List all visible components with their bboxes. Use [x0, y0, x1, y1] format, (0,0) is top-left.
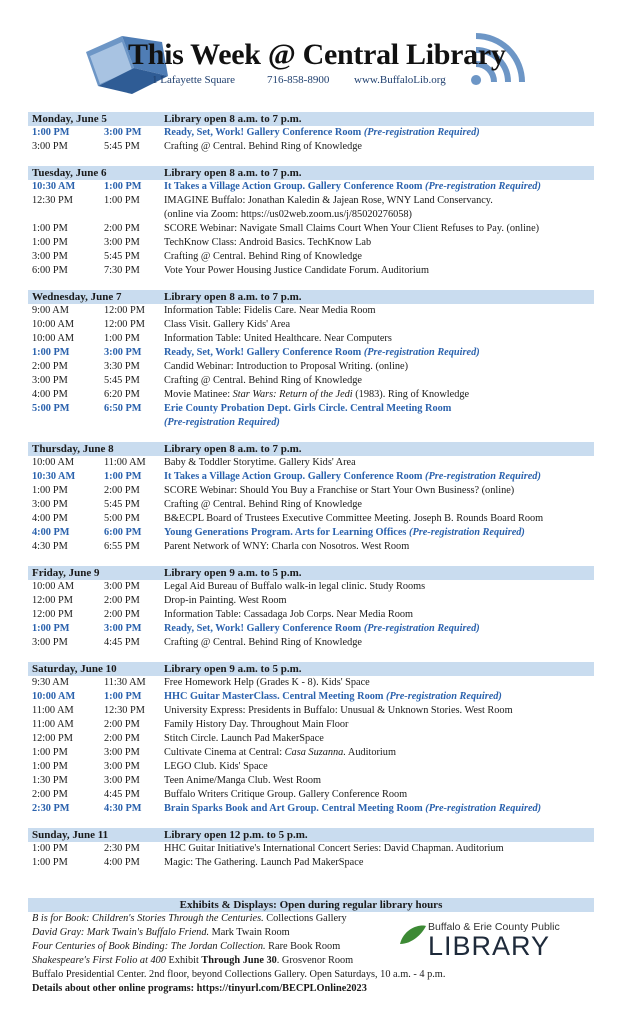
event-end-time: 2:00 PM: [104, 719, 140, 730]
event-description: [164, 140, 604, 154]
event-end-time: 6:55 PM: [104, 541, 140, 552]
day-section: [0, 566, 622, 650]
event-detail: (online via Zoom: https://us02web.zoom.us/j/85020276058): [164, 209, 412, 220]
day-hours: Library open 9 a.m. to 5 p.m.: [164, 663, 302, 675]
exhibit-location: Buffalo Presidential Center. 2nd floor, beyond Collections Gallery. Open Saturdays, 10 a.m. - 4 p.m.: [32, 969, 446, 980]
event-end-time: 2:00 PM: [104, 733, 140, 744]
event-description: [164, 608, 604, 622]
event-end-time: 3:00 PM: [104, 775, 140, 786]
event-start-time: 1:00 PM: [32, 347, 70, 358]
event-title: Ready, Set, Work! Gallery Conference Room: [164, 127, 364, 138]
event-title: It Takes a Village Action Group. Gallery Conference Room: [164, 181, 426, 192]
day-hours: Library open 8 a.m. to 7 p.m.: [164, 167, 302, 179]
event-start-time: 10:30 AM: [32, 181, 76, 192]
event-start-time: 1:00 PM: [32, 761, 68, 772]
event-title: Legal Aid Bureau of Buffalo walk-in legal clinic. Study Rooms: [164, 581, 426, 592]
event-title: Candid Webinar: Introduction to Proposal Writing. (online): [164, 361, 409, 372]
exhibit-date: Through June 30: [201, 955, 277, 966]
day-name: Tuesday, June 6: [32, 167, 107, 179]
day-section: [0, 112, 622, 154]
event-end-time: 3:00 PM: [104, 347, 142, 358]
event-description: [164, 622, 604, 636]
event-end-time: 2:00 PM: [104, 223, 140, 234]
event-start-time: 1:00 PM: [32, 237, 68, 248]
event-end-time: 3:00 PM: [104, 623, 142, 634]
event-title: Buffalo Writers Critique Group. Gallery Conference Room: [164, 789, 408, 800]
event-description: [164, 402, 604, 430]
event-title: Crafting @ Central. Behind Ring of Knowledge: [164, 499, 362, 510]
event-start-time: 1:00 PM: [32, 747, 68, 758]
exhibit-title: B is for Book: Children's Stories Through the Centuries.: [32, 913, 264, 924]
event-title: Information Table: United Healthcare. Near Computers: [164, 333, 392, 344]
event-title: HHC Guitar MasterClass. Central Meeting Room: [164, 691, 387, 702]
event-title: Information Table: Cassadaga Job Corps. Near Media Room: [164, 609, 414, 620]
day-header: [28, 566, 594, 580]
event-row: [0, 140, 622, 154]
registration-note: (Pre-registration Required): [425, 471, 541, 482]
event-end-time: 3:00 PM: [104, 237, 140, 248]
event-end-time: 12:00 PM: [104, 305, 145, 316]
day-hours: Library open 12 p.m. to 5 p.m.: [164, 829, 308, 841]
event-end-time: 6:50 PM: [104, 403, 142, 414]
event-row: [0, 718, 622, 732]
event-row: [0, 774, 622, 788]
event-row: [0, 690, 622, 704]
event-start-time: 5:00 PM: [32, 403, 70, 414]
event-description: [164, 774, 604, 788]
registration-note: (Pre-registration Required): [363, 127, 480, 138]
event-row: [0, 264, 622, 278]
event-title: Young Generations Program. Arts for Learning Offices: [164, 527, 410, 538]
event-start-time: 9:30 AM: [32, 677, 69, 688]
event-row: [0, 746, 622, 760]
day-header: [28, 442, 594, 456]
event-title: Crafting @ Central. Behind Ring of Knowledge: [164, 375, 362, 386]
event-start-time: 4:00 PM: [32, 527, 70, 538]
event-end-time: 3:00 PM: [104, 747, 140, 758]
event-title: Magic: The Gathering. Launch Pad MakerSpace: [164, 857, 364, 868]
event-row: [0, 512, 622, 526]
event-start-time: 10:00 AM: [32, 691, 76, 702]
day-name: Monday, June 5: [32, 113, 107, 125]
event-end-time: 5:45 PM: [104, 499, 140, 510]
event-title: Teen Anime/Manga Club. West Room: [164, 775, 321, 786]
registration-note: (Pre-registration Required): [386, 691, 502, 702]
event-start-time: 3:00 PM: [32, 141, 68, 152]
event-location: (1983). Ring of Knowledge: [352, 389, 470, 400]
event-end-time: 5:00 PM: [104, 513, 140, 524]
event-title: Stitch Circle. Launch Pad MakerSpace: [164, 733, 324, 744]
registration-note: (Pre-registration Required): [164, 417, 280, 428]
event-title: IMAGINE Buffalo: Jonathan Kaledin & Jajean Rose, WNY Land Conservancy.: [164, 195, 493, 206]
event-description: [164, 484, 604, 498]
leaf-logo-icon: [398, 922, 428, 952]
event-end-time: 3:00 PM: [104, 761, 140, 772]
event-title: Vote Your Power Housing Justice Candidate Forum. Auditorium: [164, 265, 429, 276]
event-start-time: 11:00 AM: [32, 705, 74, 716]
event-end-time: 1:00 PM: [104, 333, 140, 344]
registration-note: (Pre-registration Required): [425, 181, 541, 192]
event-row: [0, 456, 622, 470]
event-start-time: 12:00 PM: [32, 595, 73, 606]
event-row: [0, 402, 622, 430]
event-end-time: 4:30 PM: [104, 803, 142, 814]
event-description: [164, 318, 604, 332]
event-description: [164, 704, 604, 718]
exhibit-location: Exhibit: [165, 955, 202, 966]
event-start-time: 10:30 AM: [32, 471, 76, 482]
exhibit-item: [32, 968, 622, 982]
event-title: Drop-in Painting. West Room: [164, 595, 287, 606]
event-end-time: 4:45 PM: [104, 789, 140, 800]
event-description: [164, 180, 604, 194]
event-description: [164, 526, 604, 540]
event-end-time: 2:00 PM: [104, 609, 140, 620]
event-row: [0, 594, 622, 608]
event-start-time: 12:00 PM: [32, 609, 73, 620]
event-row: [0, 802, 622, 816]
event-row: [0, 304, 622, 318]
day-name: Saturday, June 10: [32, 663, 117, 675]
event-description: [164, 676, 604, 690]
event-title: Crafting @ Central. Behind Ring of Knowledge: [164, 637, 362, 648]
event-start-time: 2:00 PM: [32, 789, 68, 800]
event-end-time: 4:45 PM: [104, 637, 140, 648]
event-end-time: 11:30 AM: [104, 677, 146, 688]
event-row: [0, 374, 622, 388]
schedule: [0, 112, 622, 882]
event-row: [0, 470, 622, 484]
event-title: University Express: Presidents in Buffalo: Unusual & Unknown Stories. West Room: [164, 705, 513, 716]
day-hours: Library open 8 a.m. to 7 p.m.: [164, 113, 302, 125]
event-row: [0, 194, 622, 222]
day-name: Thursday, June 8: [32, 443, 114, 455]
event-start-time: 3:00 PM: [32, 637, 68, 648]
event-row: [0, 732, 622, 746]
event-end-time: 1:00 PM: [104, 181, 142, 192]
event-title: B&ECPL Board of Trustees Executive Committee Meeting. Joseph B. Rounds Board Room: [164, 513, 544, 524]
event-description: [164, 332, 604, 346]
event-description: [164, 718, 604, 732]
day-header: [28, 290, 594, 304]
event-title: TechKnow Class: Android Basics. TechKnow Lab: [164, 237, 372, 248]
event-end-time: 1:00 PM: [104, 471, 142, 482]
event-description: [164, 360, 604, 374]
day-section: [0, 662, 622, 816]
event-description: [164, 802, 604, 816]
event-end-time: 3:30 PM: [104, 361, 140, 372]
event-title: Free Homework Help (Grades K - 8). Kids' Space: [164, 677, 370, 688]
address: 1 Lafayette Square: [152, 74, 236, 86]
day-hours: Library open 9 a.m. to 5 p.m.: [164, 567, 302, 579]
registration-note: (Pre-registration Required): [363, 347, 480, 358]
event-description: [164, 594, 604, 608]
event-row: [0, 526, 622, 540]
event-description: [164, 346, 604, 360]
event-start-time: 2:30 PM: [32, 803, 70, 814]
event-description: [164, 388, 604, 402]
header: [0, 0, 622, 100]
event-description: [164, 126, 604, 140]
day-name: Wednesday, June 7: [32, 291, 122, 303]
event-description: [164, 856, 604, 870]
event-description: [164, 374, 604, 388]
day-section: [0, 828, 622, 870]
day-hours: Library open 8 a.m. to 7 p.m.: [164, 443, 302, 455]
event-end-time: 2:00 PM: [104, 485, 140, 496]
event-start-time: 3:00 PM: [32, 251, 68, 262]
event-description: [164, 842, 604, 856]
website-link[interactable]: www.BuffaloLib.org: [354, 74, 446, 86]
event-description: [164, 250, 604, 264]
event-start-time: 1:30 PM: [32, 775, 68, 786]
day-section: [0, 442, 622, 554]
event-row: [0, 636, 622, 650]
event-end-time: 5:45 PM: [104, 141, 140, 152]
event-title: Crafting @ Central. Behind Ring of Knowledge: [164, 141, 362, 152]
event-row: [0, 676, 622, 690]
event-title-italic: Casa Suzanna.: [284, 747, 346, 758]
day-section: [0, 166, 622, 278]
event-description: [164, 540, 604, 554]
event-description: [164, 498, 604, 512]
event-end-time: 3:00 PM: [104, 127, 142, 138]
event-title: Family History Day. Throughout Main Floor: [164, 719, 349, 730]
event-description: [164, 760, 604, 774]
event-start-time: 10:00 AM: [32, 319, 75, 330]
online-programs-details[interactable]: Details about other online programs: https://tinyurl.com/BECPLOnline2023: [32, 983, 367, 994]
event-description: [164, 580, 604, 594]
event-row: [0, 540, 622, 554]
registration-note: (Pre-registration Required): [425, 803, 542, 814]
event-start-time: 10:00 AM: [32, 581, 75, 592]
event-row: [0, 126, 622, 140]
event-start-time: 12:00 PM: [32, 733, 73, 744]
event-row: [0, 580, 622, 594]
event-description: [164, 732, 604, 746]
exhibit-location: Mark Twain Room: [209, 927, 290, 938]
event-title: HHC Guitar Initiative's International Concert Series: David Chapman. Auditorium: [164, 843, 504, 854]
event-row: [0, 608, 622, 622]
event-row: [0, 704, 622, 718]
event-row: [0, 222, 622, 236]
event-row: [0, 318, 622, 332]
event-start-time: 1:00 PM: [32, 857, 68, 868]
event-row: [0, 180, 622, 194]
event-description: [164, 264, 604, 278]
event-row: [0, 842, 622, 856]
event-description: [164, 690, 604, 704]
event-start-time: 6:00 PM: [32, 265, 68, 276]
event-title: Ready, Set, Work! Gallery Conference Room: [164, 623, 364, 634]
event-description: [164, 470, 604, 484]
event-start-time: 3:00 PM: [32, 499, 68, 510]
day-hours: Library open 8 a.m. to 7 p.m.: [164, 291, 302, 303]
event-end-time: 5:45 PM: [104, 375, 140, 386]
event-description: [164, 636, 604, 650]
event-description: [164, 194, 604, 222]
event-end-time: 12:30 PM: [104, 705, 145, 716]
event-description: [164, 788, 604, 802]
event-title: Movie Matinee:: [164, 389, 233, 400]
event-title: Baby & Toddler Storytime. Gallery Kids' Area: [164, 457, 356, 468]
day-name: Friday, June 9: [32, 567, 100, 579]
day-header: [28, 112, 594, 126]
event-title: Ready, Set, Work! Gallery Conference Room: [164, 347, 364, 358]
event-description: [164, 236, 604, 250]
event-row: [0, 498, 622, 512]
event-title: Cultivate Cinema at Central:: [164, 747, 285, 758]
day-section: [0, 290, 622, 430]
event-description: [164, 222, 604, 236]
event-start-time: 4:00 PM: [32, 513, 68, 524]
day-header: [28, 662, 594, 676]
event-start-time: 2:00 PM: [32, 361, 68, 372]
event-row: [0, 250, 622, 264]
event-end-time: 11:00 AM: [104, 457, 146, 468]
event-end-time: 6:00 PM: [104, 527, 142, 538]
event-end-time: 4:00 PM: [104, 857, 140, 868]
event-title: LEGO Club. Kids' Space: [164, 761, 268, 772]
event-row: [0, 856, 622, 870]
event-description: [164, 512, 604, 526]
event-title: Crafting @ Central. Behind Ring of Knowledge: [164, 251, 362, 262]
event-row: [0, 332, 622, 346]
page-title: This Week @ Central Library: [128, 38, 506, 71]
event-end-time: 5:45 PM: [104, 251, 140, 262]
registration-note: (Pre-registration Required): [409, 527, 525, 538]
event-start-time: 12:30 PM: [32, 195, 73, 206]
day-name: Sunday, June 11: [32, 829, 109, 841]
day-header: [28, 828, 594, 842]
event-end-time: 2:30 PM: [104, 843, 140, 854]
event-start-time: 10:00 AM: [32, 457, 75, 468]
event-row: [0, 760, 622, 774]
event-row: [0, 788, 622, 802]
exhibit-location: Collections Gallery: [263, 913, 347, 924]
event-start-time: 1:00 PM: [32, 843, 68, 854]
exhibit-title: Four Centuries of Book Binding: The Jordan Collection.: [32, 941, 266, 952]
event-end-time: 2:00 PM: [104, 595, 140, 606]
event-end-time: 7:30 PM: [104, 265, 140, 276]
logo-wordmark: LIBRARY: [428, 931, 551, 961]
event-description: [164, 456, 604, 470]
event-location: Auditorium: [345, 747, 396, 758]
event-start-time: 10:00 AM: [32, 333, 75, 344]
event-row: [0, 622, 622, 636]
phone-number: 716-858-8900: [267, 74, 330, 86]
event-start-time: 1:00 PM: [32, 127, 70, 138]
event-row: [0, 388, 622, 402]
event-end-time: 3:00 PM: [104, 581, 140, 592]
event-row: [0, 360, 622, 374]
event-start-time: 11:00 AM: [32, 719, 74, 730]
event-row: [0, 236, 622, 250]
event-description: [164, 746, 604, 760]
event-start-time: 1:00 PM: [32, 223, 68, 234]
event-title: Information Table: Fidelis Care. Near Media Room: [164, 305, 376, 316]
day-header: [28, 166, 594, 180]
event-title: Class Visit. Gallery Kids' Area: [164, 319, 291, 330]
event-description: [164, 304, 604, 318]
exhibit-title: Shakespeare's First Folio at 400: [32, 955, 166, 966]
event-title-italic: Star Wars: Return of the Jedi: [232, 389, 353, 400]
event-end-time: 12:00 PM: [104, 319, 145, 330]
event-title: Parent Network of WNY: Charla con Nosotros. West Room: [164, 541, 410, 552]
event-start-time: 3:00 PM: [32, 375, 68, 386]
event-title: Brain Sparks Book and Art Group. Central Meeting Room: [164, 803, 426, 814]
event-title: SCORE Webinar: Navigate Small Claims Court When Your Client Refuses to Pay. (online): [164, 223, 540, 234]
event-end-time: 1:00 PM: [104, 691, 142, 702]
event-start-time: 1:00 PM: [32, 485, 68, 496]
event-title: Erie County Probation Dept. Girls Circle. Central Meeting Room: [164, 403, 452, 414]
event-row: [0, 346, 622, 360]
registration-note: (Pre-registration Required): [363, 623, 480, 634]
event-title: SCORE Webinar: Should You Buy a Franchise or Start Your Own Business? (online): [164, 485, 515, 496]
exhibit-title: David Gray: Mark Twain's Buffalo Friend.: [32, 927, 210, 938]
event-end-time: 6:20 PM: [104, 389, 140, 400]
event-title: It Takes a Village Action Group. Gallery Conference Room: [164, 471, 426, 482]
event-end-time: 1:00 PM: [104, 195, 140, 206]
event-row: [0, 484, 622, 498]
exhibit-room: . Grosvenor Room: [276, 955, 354, 966]
exhibit-location: Rare Book Room: [265, 941, 341, 952]
event-start-time: 4:30 PM: [32, 541, 68, 552]
event-start-time: 9:00 AM: [32, 305, 69, 316]
exhibits-heading: Exhibits & Displays: Open during regular library hours: [28, 898, 594, 912]
event-start-time: 4:00 PM: [32, 389, 68, 400]
logo-subtitle: Buffalo & Erie County Public: [428, 921, 560, 933]
event-start-time: 1:00 PM: [32, 623, 70, 634]
